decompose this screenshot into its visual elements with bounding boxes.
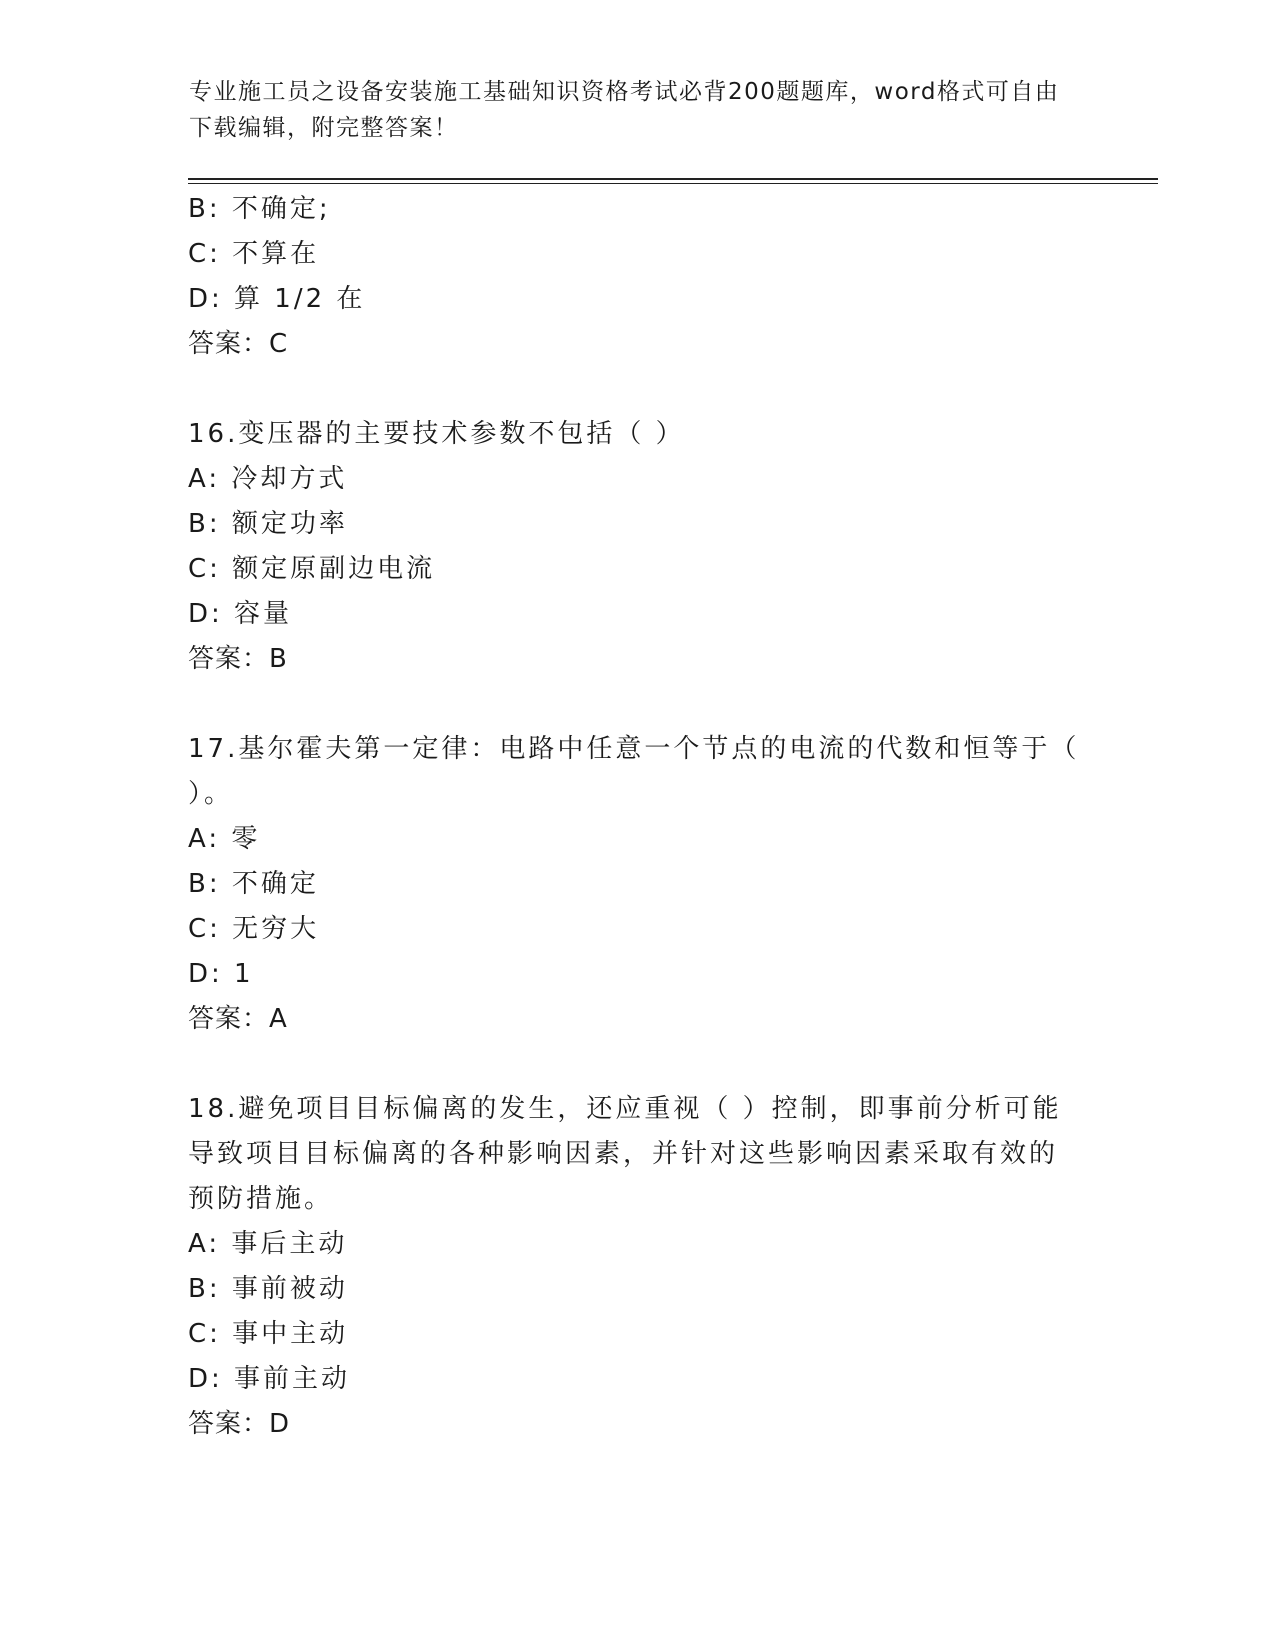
q17-option-d: D: 1: [188, 959, 254, 989]
q16-option-a: A: 冷却方式: [188, 464, 348, 494]
q16-answer: 答案：B: [188, 644, 288, 674]
header-rule-thick: [188, 178, 1158, 180]
q18-question-line-2: 导致项目目标偏离的各种影响因素，并针对这些影响因素采取有效的: [188, 1139, 1059, 1169]
q18-question-line-3: 预防措施。: [188, 1184, 334, 1214]
q16-question: 16.变压器的主要技术参数不包括（ ）: [188, 419, 685, 449]
header-line-1: 专业施工员之设备安装施工基础知识资格考试必背200题题库，word格式可自由: [189, 79, 1060, 105]
q15-option-b: B: 不确定;: [188, 194, 331, 224]
q16-option-c: C: 额定原副边电流: [188, 554, 436, 584]
q17-question-line-2: ）。: [188, 779, 234, 809]
document-header: [189, 74, 1069, 146]
q18-answer: 答案：D: [188, 1409, 291, 1439]
q15-option-d: D: 算 1/2 在: [188, 284, 366, 314]
header-rule-thin: [188, 183, 1158, 184]
q18-option-d: D: 事前主动: [188, 1364, 351, 1394]
q17-answer: 答案：A: [188, 1004, 288, 1034]
q16-option-d: D: 容量: [188, 599, 293, 629]
header-line-2: 下载编辑，附完整答案！: [189, 115, 459, 141]
q18-question-line-1: 18.避免项目目标偏离的发生，还应重视（ ）控制，即事前分析可能: [188, 1094, 1062, 1124]
q17-option-a: A: 零: [188, 824, 261, 854]
q18-option-b: B: 事前被动: [188, 1274, 348, 1304]
q17-question-line-1: 17.基尔霍夫第一定律：电路中任意一个节点的电流的代数和恒等于（: [188, 734, 1080, 764]
q15-option-c: C: 不算在: [188, 239, 320, 269]
q18-option-a: A: 事后主动: [188, 1229, 348, 1259]
q16-option-b: B: 额定功率: [188, 509, 348, 539]
q17-option-b: B: 不确定: [188, 869, 319, 899]
q18-option-c: C: 事中主动: [188, 1319, 349, 1349]
q15-answer: 答案：C: [188, 329, 289, 359]
q17-option-c: C: 无穷大: [188, 914, 320, 944]
